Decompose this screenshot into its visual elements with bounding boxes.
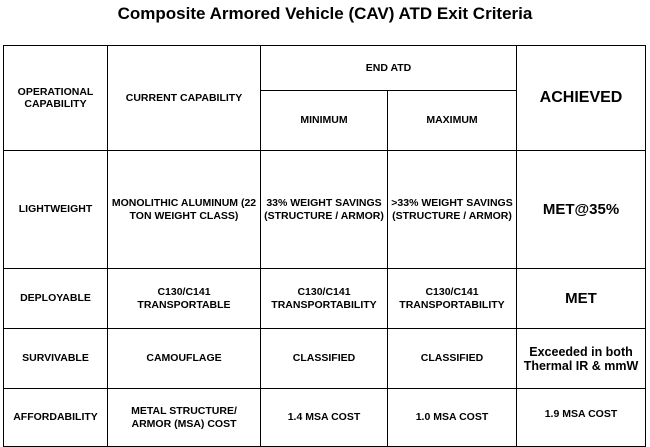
row-achieved-cell: 1.9 MSA COST: [517, 389, 646, 447]
exit-criteria-table: [3, 45, 646, 447]
header-maximum: MAXIMUM: [388, 91, 517, 151]
page-title: Composite Armored Vehicle (CAV) ATD Exit Criteria: [117, 4, 533, 23]
row-capability-cell: LIGHTWEIGHT: [4, 151, 108, 269]
row-achieved-cell: Exceeded in both Thermal IR & mmW: [517, 329, 646, 389]
row-current-cell: MONOLITHIC ALUMINUM (22 TON WEIGHT CLASS): [108, 151, 261, 269]
row-maximum-cell: C130/C141 TRANSPORTABILITY: [388, 269, 517, 329]
row-capability-cell: DEPLOYABLE: [4, 269, 108, 329]
header-current-capability: CURRENT CAPABILITY: [108, 46, 261, 151]
row-maximum-cell: 1.0 MSA COST: [388, 389, 517, 447]
row-minimum-cell: 33% WEIGHT SAVINGS (STRUCTURE / ARMOR): [261, 151, 388, 269]
row-achieved-cell: MET: [517, 269, 646, 329]
row-current-cell: CAMOUFLAGE: [108, 329, 261, 389]
row-capability-cell: SURVIVABLE: [4, 329, 108, 389]
table-row: [4, 269, 646, 329]
row-achieved-cell: MET@35%: [517, 151, 646, 269]
row-maximum-cell: >33% WEIGHT SAVINGS (STRUCTURE / ARMOR): [388, 151, 517, 269]
row-capability-cell: AFFORDABILITY: [4, 389, 108, 447]
header-end-atd: END ATD: [261, 46, 517, 91]
header-operational-capability: OPERATIONAL CAPABILITY: [4, 46, 108, 151]
table-row: [4, 389, 646, 447]
row-minimum-cell: 1.4 MSA COST: [261, 389, 388, 447]
row-current-cell: C130/C141 TRANSPORTABLE: [108, 269, 261, 329]
row-minimum-cell: CLASSIFIED: [261, 329, 388, 389]
header-minimum: MINIMUM: [261, 91, 388, 151]
table-row: [4, 329, 646, 389]
header-achieved: ACHIEVED: [517, 46, 646, 151]
row-maximum-cell: CLASSIFIED: [388, 329, 517, 389]
table-row: [4, 151, 646, 269]
row-current-cell: METAL STRUCTURE/ ARMOR (MSA) COST: [108, 389, 261, 447]
row-minimum-cell: C130/C141 TRANSPORTABILITY: [261, 269, 388, 329]
